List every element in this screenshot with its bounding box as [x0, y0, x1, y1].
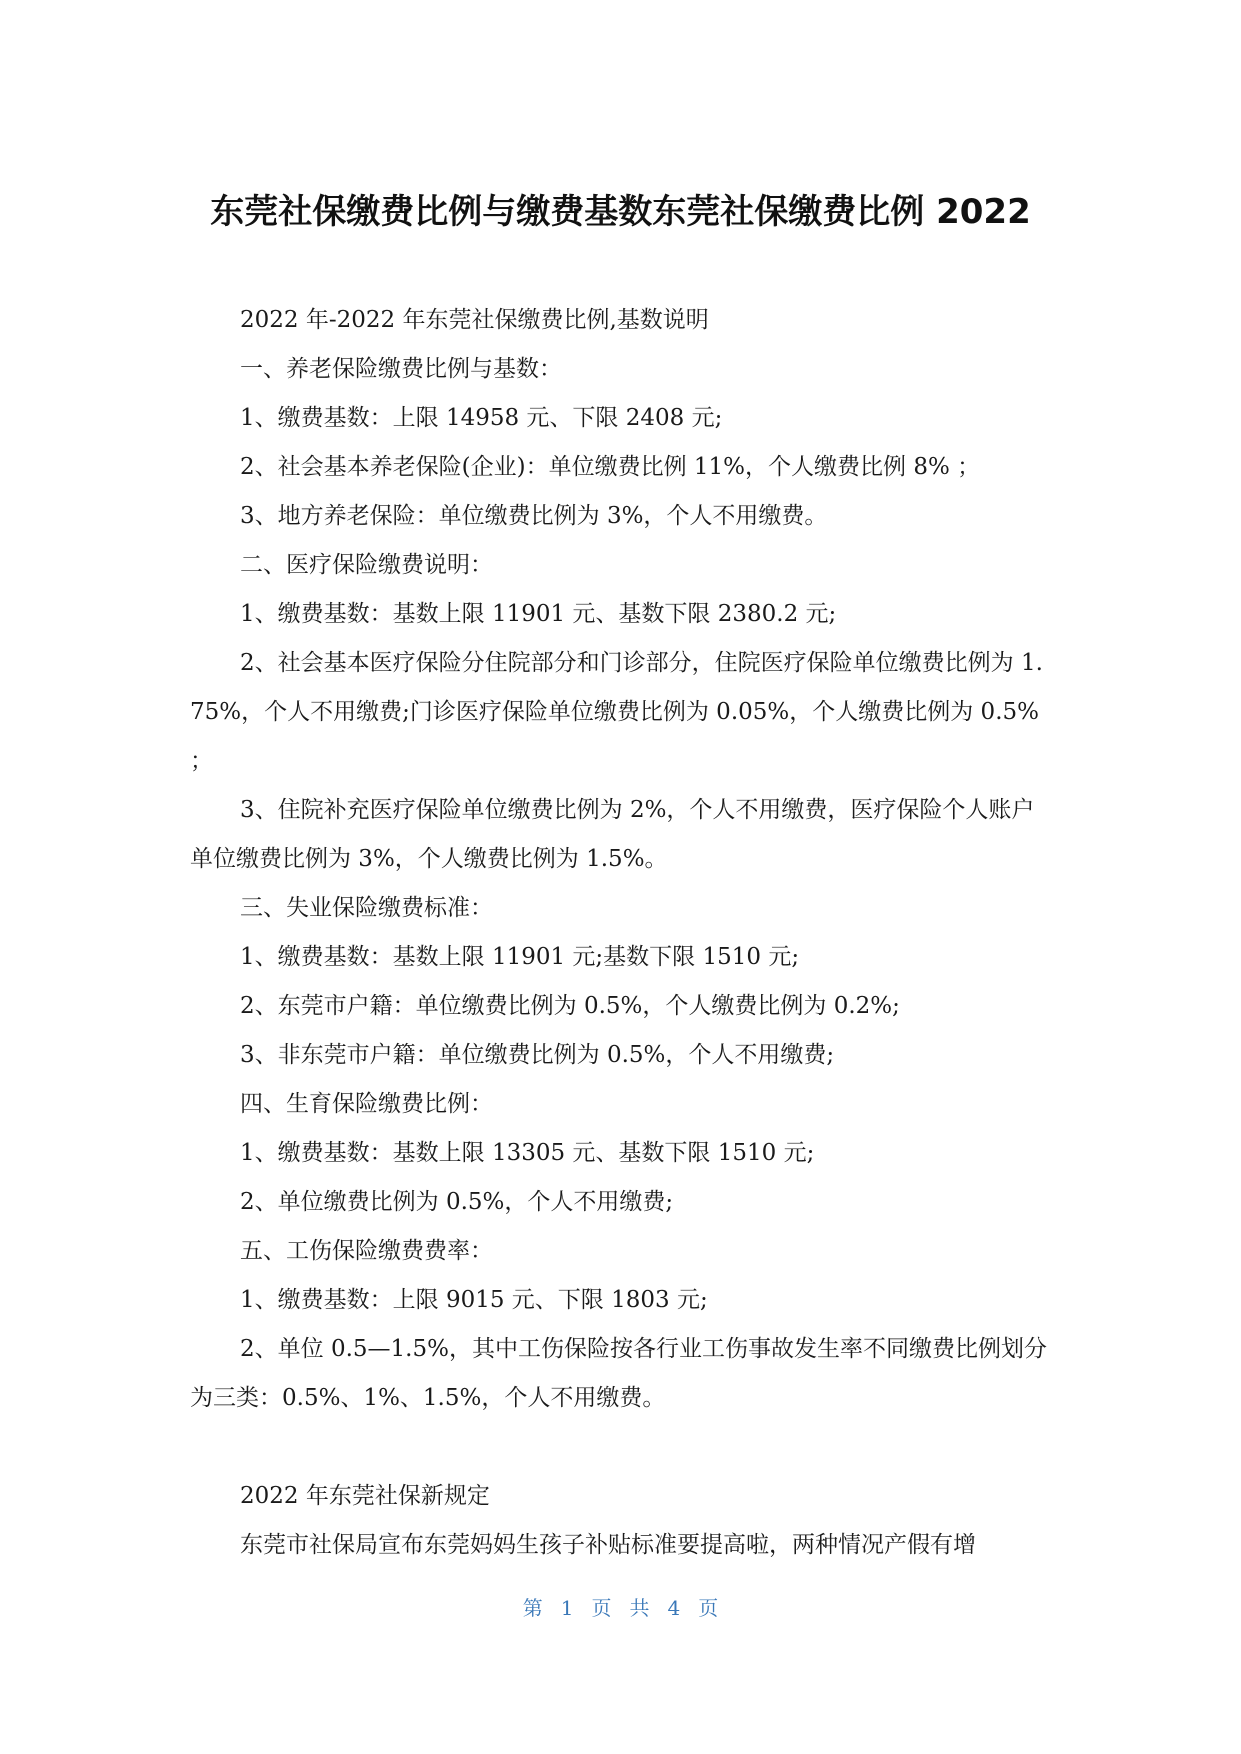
paragraph: 四、生育保险缴费比例： [240, 1091, 493, 1117]
paragraph: 3、非东莞市户籍：单位缴费比例为 0.5%，个人不用缴费; [240, 1042, 835, 1068]
paragraph: 1、缴费基数：基数上限 11901 元;基数下限 1510 元; [240, 944, 800, 970]
paragraph: 2、东莞市户籍：单位缴费比例为 0.5%，个人缴费比例为 0.2%; [240, 993, 900, 1019]
paragraph: 1、缴费基数：上限 9015 元、下限 1803 元; [240, 1287, 708, 1313]
paragraph: 1、缴费基数：上限 14958 元、下限 2408 元; [240, 405, 723, 431]
paragraph: 三、失业保险缴费标准： [240, 895, 493, 921]
paragraph: 2、单位 0.5—1.5%，其中工伤保险按各行业工伤事故发生率不同缴费比例划分为三类：0.5%、1%、1.5%，个人不用缴费。 [190, 1336, 1047, 1411]
page-total: 4 [667, 1596, 681, 1620]
paragraph: 1、缴费基数：基数上限 13305 元、基数下限 1510 元; [240, 1140, 815, 1166]
paragraph: 二、医疗保险缴费说明： [240, 552, 493, 578]
paragraph: 一、养老保险缴费比例与基数： [240, 356, 562, 382]
footer-ye: 页 [591, 1596, 612, 1620]
paragraph: 2、单位缴费比例为 0.5%，个人不用缴费; [240, 1189, 674, 1215]
footer-ye2: 页 [698, 1596, 719, 1620]
paragraph: 1、缴费基数：基数上限 11901 元、基数下限 2380.2 元; [240, 601, 837, 627]
document-title: 东莞社保缴费比例与缴费基数东莞社保缴费比例 2022 [210, 192, 1031, 232]
paragraph: 3、住院补充医疗保险单位缴费比例为 2%，个人不用缴费，医疗保险个人账户单位缴费比例为 3%，个人缴费比例为 1.5%。 [190, 797, 1035, 872]
paragraph: 2、社会基本养老保险(企业)：单位缴费比例 11%，个人缴费比例 8% ； [240, 454, 981, 480]
paragraph: 2022 年-2022 年东莞社保缴费比例,基数说明 [240, 307, 709, 333]
document-body [190, 296, 1052, 1570]
paragraph: 3、地方养老保险：单位缴费比例为 3%，个人不用缴费。 [240, 503, 828, 529]
section-heading: 2022 年东莞社保新规定 [240, 1483, 490, 1509]
paragraph: 五、工伤保险缴费费率： [240, 1238, 493, 1264]
footer-gong: 共 [629, 1596, 650, 1620]
page-footer [0, 1592, 1241, 1621]
paragraph: 东莞市社保局宣布东莞妈妈生孩子补贴标准要提高啦，两种情况产假有增 [240, 1532, 976, 1558]
footer-di: 第 [522, 1596, 543, 1620]
page-number: 1 [560, 1596, 574, 1620]
paragraph: 2、社会基本医疗保险分住院部分和门诊部分，住院医疗保险单位缴费比例为 1.75%，个人不用缴费;门诊医疗保险单位缴费比例为 0.05%，个人缴费比例为 0.5% ； [190, 650, 1043, 774]
section-spacer [190, 1423, 1052, 1472]
